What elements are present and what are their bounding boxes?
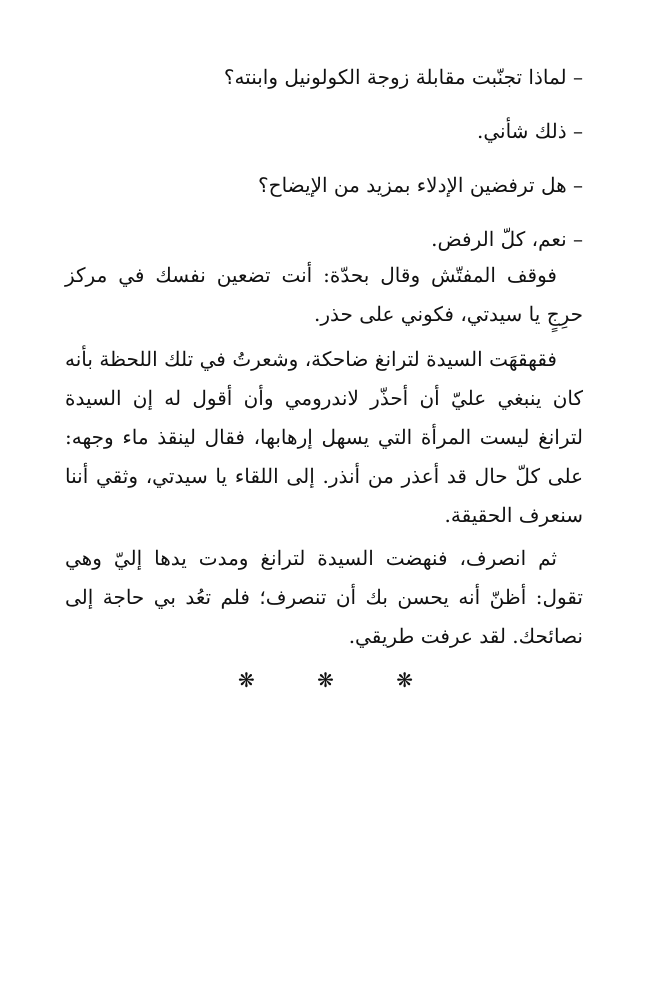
paragraph-block <box>65 539 583 656</box>
paragraph: فوقف المفتّش وقال بحدّة: أنت تضعين نفسك في مركز حرِجٍ يا سيدتي، فكوني على حذر. <box>65 263 583 326</box>
dialogue-line: – هل ترفضين الإدلاء بمزيد من الإيضاح؟ <box>258 173 583 197</box>
dialogue-line: – نعم، كلّ الرفض. <box>431 227 583 251</box>
paragraph: فقهقهَت السيدة لترانغ ضاحكة، وشعرتُ في تلك اللحظة بأنه كان ينبغي عليّ أن أحذّر لاندرومي وأن أقول له إن السيدة لترانغ ليست المرأة التي يسهل إرهابها، فقال لينقذ ماء وجهه: على كلّ حال قد أعذر من أنذر. إلى اللقاء يا سيدتي، وثقي أننا سنعرف الحقيقة. <box>65 347 583 527</box>
paragraph-block <box>65 256 583 334</box>
section-separator: ❋ ❋ ❋ <box>238 668 441 692</box>
paragraph-block <box>65 340 583 535</box>
dialogue-line: – لماذا تجنّبت مقابلة زوجة الكولونيل وابنته؟ <box>223 65 583 89</box>
paragraph: ثم انصرف، فنهضت السيدة لترانغ ومدت يدها إليّ وهي تقول: أظنّ أنه يحسن بك أن تنصرف؛ فلم تعُد بي حاجة إلى نصائحك. لقد عرفت طريقي. <box>65 546 583 648</box>
dialogue-line: – ذلك شأني. <box>476 119 583 143</box>
dialogue-block <box>65 58 583 274</box>
